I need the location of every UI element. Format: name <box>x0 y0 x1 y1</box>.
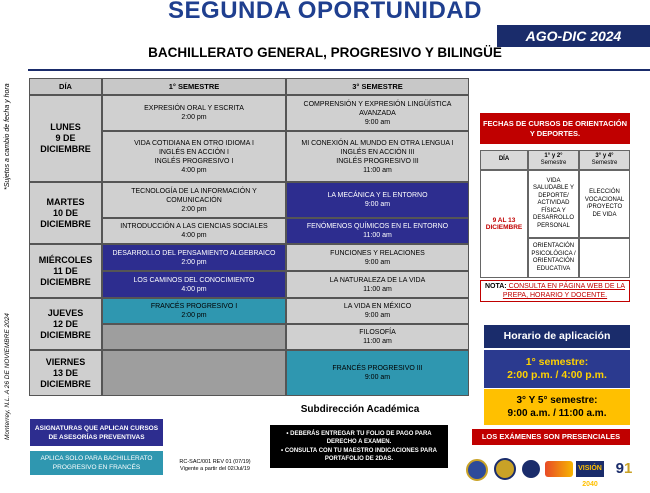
sem35-time-box: 3° Y 5° semestre: 9:00 a.m. / 11:00 a.m. <box>484 389 630 425</box>
instructions-box: • DEBERÁS ENTREGAR TU FOLIO DE PAGO PARA DERECHO A EXAMEN. • CONSULTA CON TU MAESTRO INDICACIONES PARA PORTAFOLIO DE 2DAS. <box>270 425 448 468</box>
course-cell-advisory: LA MECÁNICA Y EL ENTORNO 9:00 am <box>286 182 469 218</box>
course-cell-french: FRANCÉS PROGRESIVO III 9:00 am <box>286 350 469 396</box>
orient-header-sem12: 1° y 2° Semestre <box>528 150 579 170</box>
header-sem1: 1° SEMESTRE <box>102 78 286 95</box>
empty-cell <box>102 324 286 350</box>
header-divider <box>28 69 650 71</box>
page-title: SEGUNDA OPORTUNIDAD <box>168 0 482 24</box>
legend-french: APLICA SOLO PARA BACHILLERATO PROGRESIVO EN FRANCÉS <box>30 451 163 475</box>
anniversary-91-logo: 91 <box>615 460 633 477</box>
orient-header-sem34: 3° y 4° Semestre <box>579 150 630 170</box>
sem1-time-box: 1° semestre: 2:00 p.m. / 4:00 p.m. <box>484 350 630 388</box>
course-cell-french: FRANCÉS PROGRESIVO I 2:00 pm <box>102 298 286 324</box>
course-cell-advisory: DESARROLLO DEL PENSAMIENTO ALGEBRAICO 2:00 pm <box>102 244 286 271</box>
side-note-date: Monterrey, N.L. A 26 DE NOVIEMBRE 2024 <box>4 313 11 440</box>
orient-cell-health: VIDA SALUDABLE Y DEPORTE/ ACTIVIDAD FÍSICA Y DESARROLLO PERSONAL <box>528 170 579 238</box>
orient-cell-empty <box>579 238 630 278</box>
academic-office: Subdirección Académica <box>300 404 420 415</box>
day-monday: LUNES 9 DE DICIEMBRE <box>29 95 102 182</box>
orientation-note: NOTA: CONSULTA EN PÁGINA WEB DE LA PREPA, HORARIO Y DOCENTE. <box>480 280 630 302</box>
course-cell: FILOSOFÍA 11:00 am <box>286 324 469 350</box>
course-cell: COMPRENSIÓN Y EXPRESIÓN LINGÜÍSTICA AVANZADA 9:00 am <box>286 95 469 131</box>
period-badge: AGO-DIC 2024 <box>497 25 650 47</box>
course-cell: LA VIDA EN MÉXICO 9:00 am <box>286 298 469 324</box>
day-tuesday: MARTES 10 DE DICIEMBRE <box>29 182 102 244</box>
course-cell: EXPRESIÓN ORAL Y ESCRITA 2:00 pm <box>102 95 286 131</box>
course-cell: LA NATURALEZA DE LA VIDA 11:00 am <box>286 271 469 298</box>
course-cell: MI CONEXIÓN AL MUNDO EN OTRA LENGUA I INGLÉS EN ACCIÓN III INGLÉS PROGRESIVO III 11:00 am <box>286 131 469 182</box>
anniversary-logo <box>522 460 540 478</box>
orient-cell-psych: ORIENTACIÓN PSICOLÓGICA / ORIENTACIÓN EDUCATIVA <box>528 238 579 278</box>
course-cell: FUNCIONES Y RELACIONES 9:00 am <box>286 244 469 271</box>
university-seal-logo <box>466 459 488 481</box>
day-thursday: JUEVES 12 DE DICIEMBRE <box>29 298 102 350</box>
day-friday: VIERNES 13 DE DICIEMBRE <box>29 350 102 396</box>
header-day: DÍA <box>29 78 102 95</box>
orient-date: 9 AL 13 DICIEMBRE <box>480 170 528 278</box>
school-seal-logo <box>494 458 516 480</box>
vision-2040-logo: VISIÓN 2040 <box>576 461 604 477</box>
exams-notice: LOS EXÁMENES SON PRESENCIALES <box>472 429 630 445</box>
course-cell: INTRODUCCIÓN A LAS CIENCIAS SOCIALES 4:00 pm <box>102 218 286 244</box>
course-cell: TECNOLOGÍA DE LA INFORMACIÓN Y COMUNICACIÓN 2:00 pm <box>102 182 286 218</box>
header-sem3: 3° SEMESTRE <box>286 78 469 95</box>
side-note-change: *Sujetos a cambio de fecha y hora <box>4 83 11 190</box>
orientation-title: FECHAS DE CURSOS DE ORIENTACIÓN Y DEPORTES. <box>480 113 630 144</box>
day-wednesday: MIÉRCOLES 11 DE DICIEMBRE <box>29 244 102 298</box>
document-code: RC-SAC/001 REV 01 (07/19) Vigente a partir del 02/Jul/19 <box>179 459 251 472</box>
empty-cell <box>102 350 286 396</box>
course-cell: VIDA COTIDIANA EN OTRO IDIOMA I INGLÉS EN ACCIÓN I INGLÉS PROGRESIVO I 4:00 pm <box>102 131 286 182</box>
course-cell-advisory: LOS CAMINOS DEL CONOCIMIENTO 4:00 pm <box>102 271 286 298</box>
course-cell-advisory: FENÓMENOS QUÍMICOS EN EL ENTORNO 11:00 am <box>286 218 469 244</box>
orient-header-day: DÍA <box>480 150 528 170</box>
program-subtitle: BACHILLERATO GENERAL, PROGRESIVO Y BILINGÜE <box>148 45 502 60</box>
legend-advisory: ASIGNATURAS QUE APLICAN CURSOS DE ASESORÍAS PREVENTIVAS <box>30 419 163 446</box>
excellence-logo <box>545 461 573 477</box>
application-title: Horario de aplicación <box>484 325 630 348</box>
orient-cell-vocational: ELECCIÓN VOCACIONAL /PROYECTO DE VIDA <box>579 170 630 238</box>
